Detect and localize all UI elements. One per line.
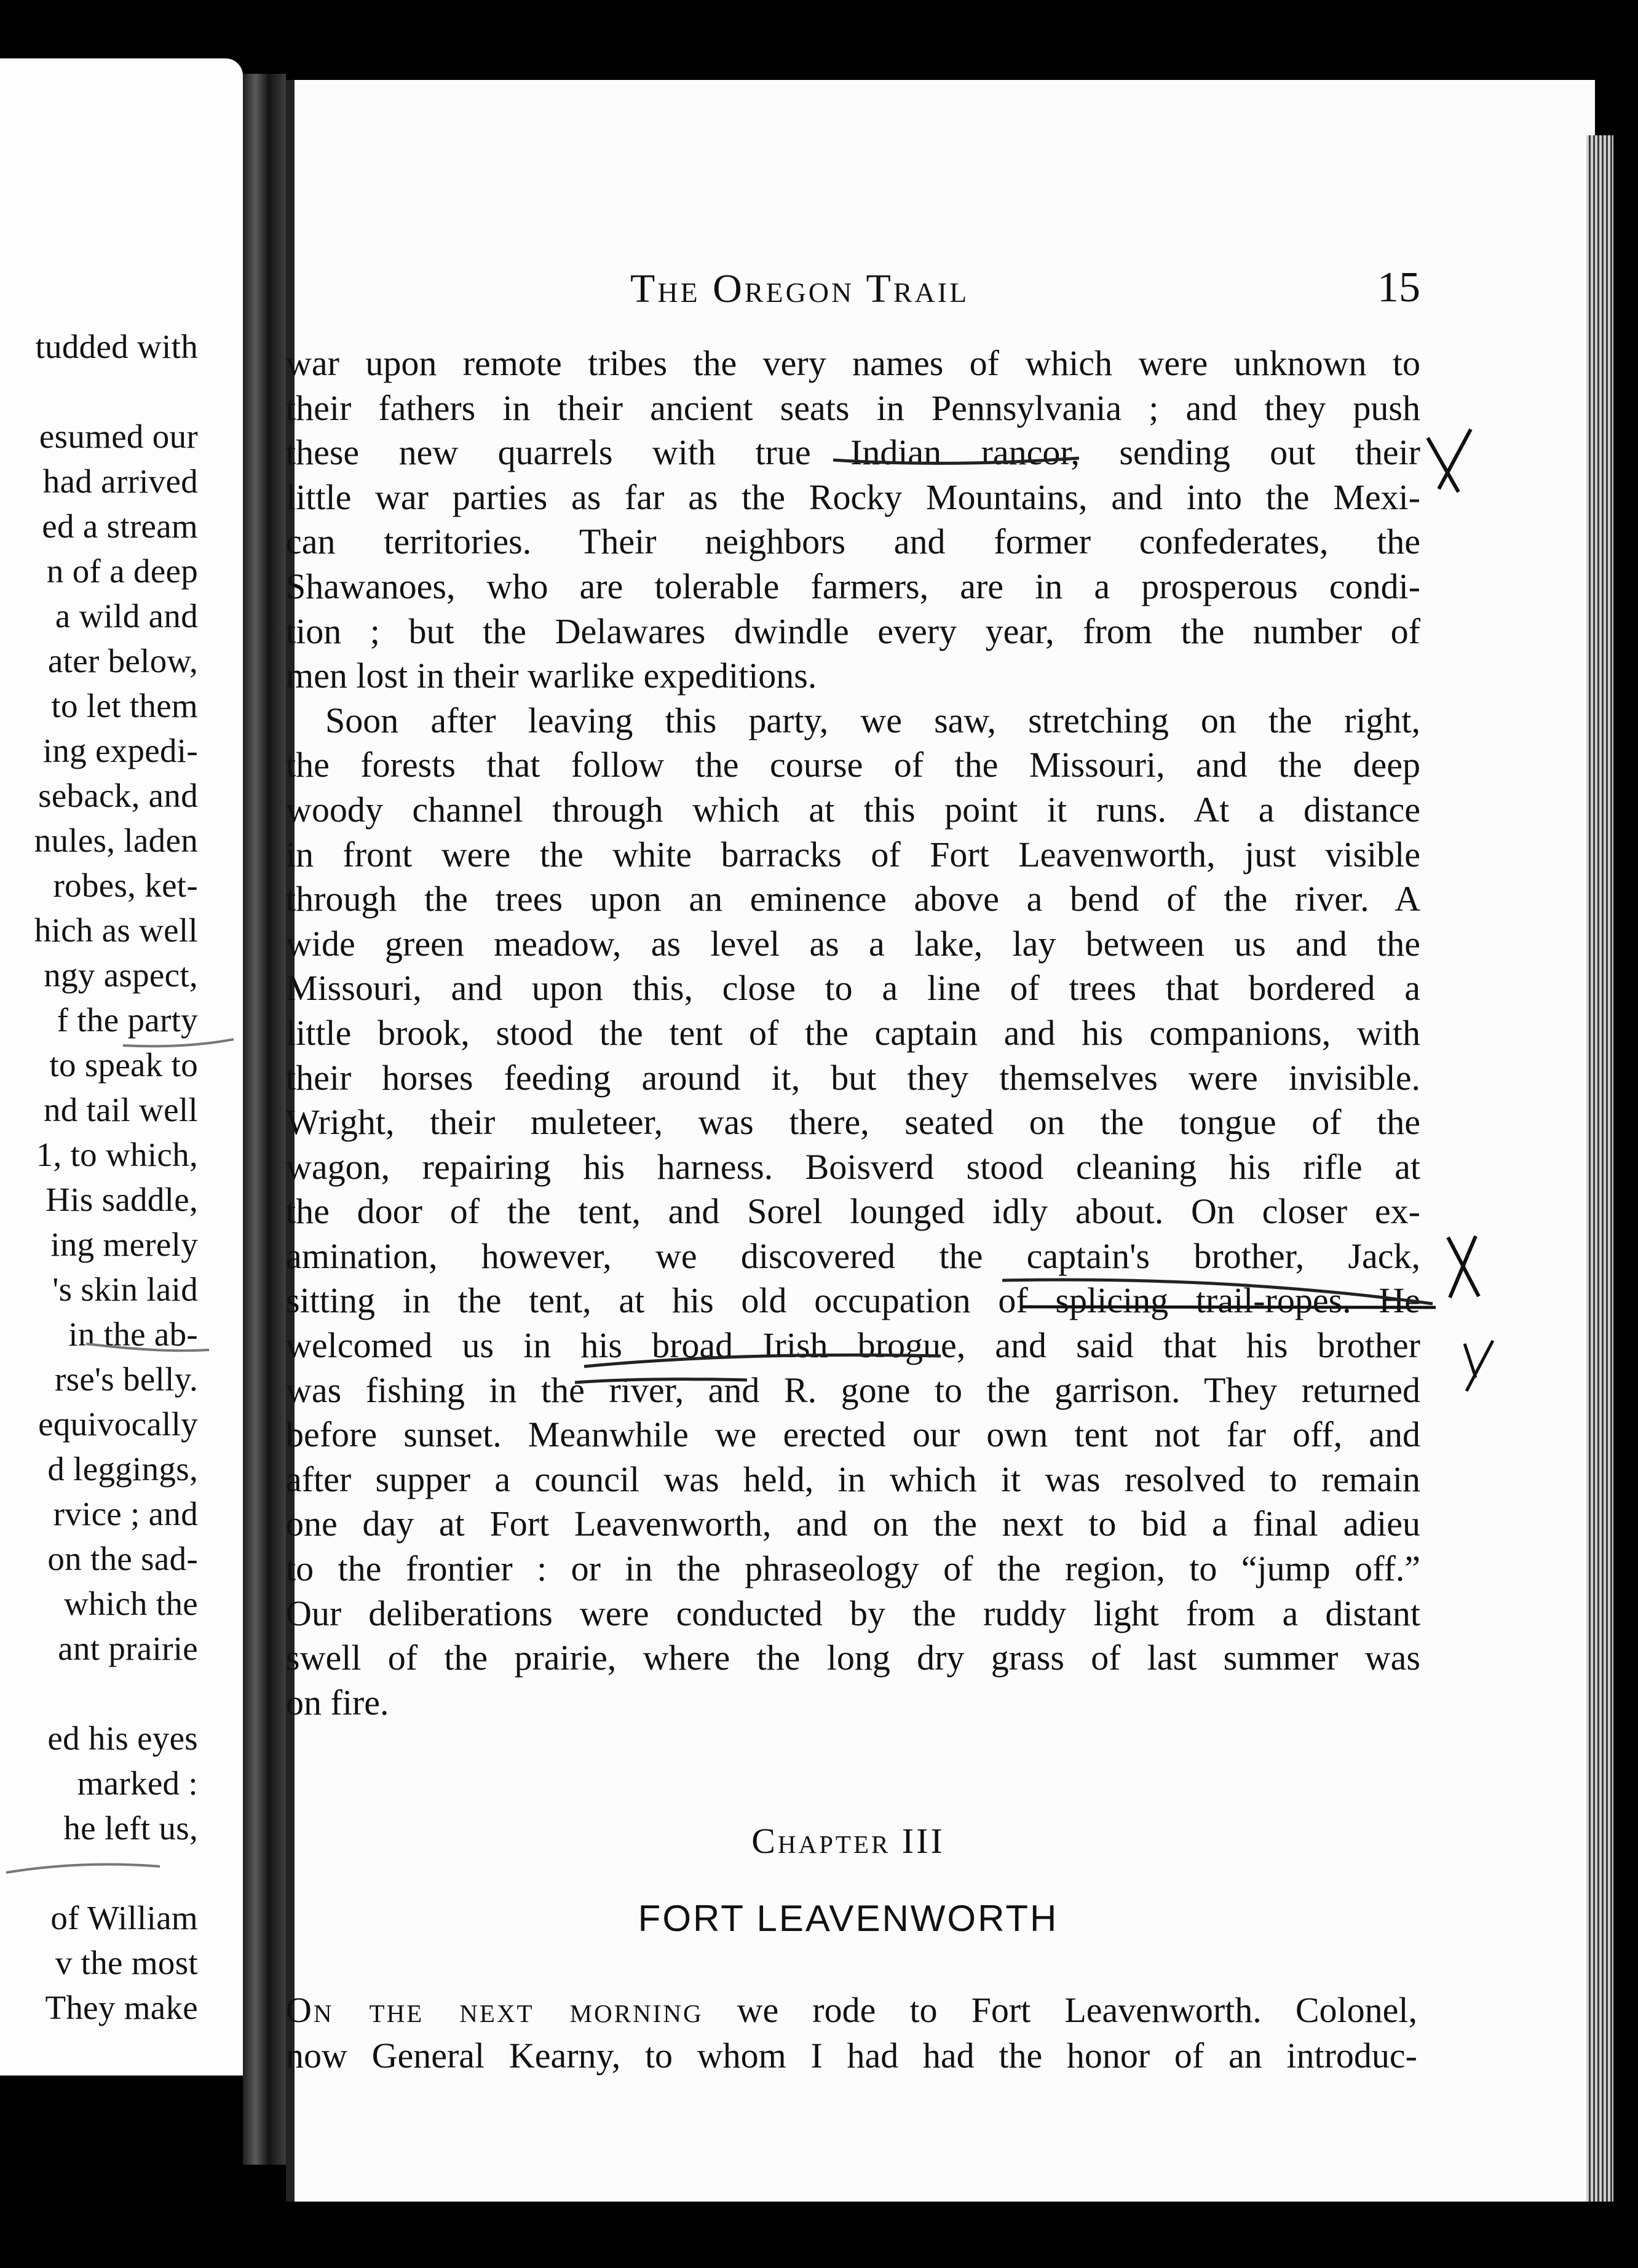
- body-line: their horses feeding around it, but they themselves were invisible.: [286, 1057, 1420, 1098]
- chapter-line-1-rest: we rode to Fort Leavenworth. Colonel,: [703, 1990, 1418, 2030]
- left-page-line: seback, and: [38, 777, 198, 814]
- chapter-line: now General Kearny, to whom I had had the honor of an introduc-: [286, 2036, 1417, 2076]
- left-page-line: nules, laden: [34, 822, 198, 859]
- left-page-text: [0, 324, 198, 2030]
- left-page-line: esumed our: [39, 418, 198, 455]
- body-line: wide green meadow, as level as a lake, lay between us and the: [286, 923, 1420, 964]
- body-line: one day at Fort Leavenworth, and on the next to bid a final adieu: [286, 1504, 1420, 1544]
- left-page-line: which the: [63, 1585, 198, 1622]
- body-line: little brook, stood the tent of the captain and his companions, with: [286, 1012, 1420, 1053]
- left-page-line: nd tail well: [43, 1091, 198, 1128]
- left-page-line: His saddle,: [46, 1181, 198, 1218]
- body-line: amination, however, we discovered the captain's brother, Jack,: [286, 1235, 1420, 1276]
- page-edges: [1586, 135, 1613, 2202]
- body-line: Our deliberations were conducted by the ruddy light from a distant: [286, 1593, 1420, 1633]
- left-page-line: he left us,: [63, 1809, 198, 1847]
- left-facing-page: [0, 58, 243, 2076]
- left-page-line: [0, 369, 198, 414]
- left-page-line: hich as well: [34, 911, 198, 949]
- body-line: welcomed us in his broad Irish brogue, and said that his brother: [286, 1325, 1420, 1366]
- left-page-line: of William: [50, 1899, 198, 1937]
- body-line: through the trees upon an eminence above a bend of the river. A: [286, 879, 1420, 919]
- body-line: can territories. Their neighbors and former confederates, the: [286, 521, 1420, 562]
- body-line: sitting in the tent, at his old occupation of splicing trail-ropes. He: [286, 1280, 1420, 1321]
- body-line: little war parties as far as the Rocky Mountains, and into the Mexi-: [286, 477, 1420, 517]
- body-line: was fishing in the river, and R. gone to the garrison. They returned: [286, 1370, 1420, 1410]
- left-page-line: on the sad-: [47, 1540, 198, 1577]
- chapter-line: [286, 1988, 1417, 2033]
- left-page-line: a wild and: [55, 597, 198, 635]
- left-page-line: n of a deep: [46, 552, 198, 590]
- body-line: men lost in their warlike expeditions.: [286, 656, 817, 696]
- left-page-line: They make: [45, 1989, 198, 2026]
- body-line: on fire.: [286, 1682, 389, 1723]
- body-line: after supper a council was held, in which it was resolved to remain: [286, 1459, 1420, 1499]
- left-page-line: d leggings,: [47, 1450, 198, 1488]
- left-page-line: equivocally: [38, 1405, 198, 1443]
- left-page-line: ed his eyes: [47, 1719, 198, 1757]
- left-page-line: ing merely: [50, 1226, 198, 1263]
- left-page-line: f the party: [57, 1001, 198, 1039]
- body-line: war upon remote tribes the very names of which were unknown to: [286, 343, 1420, 383]
- body-line: before sunset. Meanwhile we erected our own tent not far off, and: [286, 1414, 1420, 1455]
- left-page-line: ant prairie: [58, 1630, 198, 1667]
- body-line: these new quarrels with true Indian rancor, sending out their: [286, 432, 1420, 473]
- body-line: Shawanoes, who are tolerable farmers, are in a prosperous condi-: [286, 566, 1420, 606]
- left-page-line: rvice ; and: [53, 1495, 198, 1532]
- left-page-line: ed a stream: [42, 507, 198, 545]
- left-page-line: ngy aspect,: [44, 956, 198, 994]
- left-page-line: had arrived: [42, 462, 198, 500]
- chapter-number: Chapter III: [751, 1821, 945, 1861]
- page-number: 15: [1377, 264, 1420, 311]
- body-line: in front were the white barracks of Fort Leavenworth, just visible: [286, 834, 1420, 874]
- chapter-open-smallcaps: On the next morning: [286, 1990, 703, 2030]
- left-page-line: in the ab-: [68, 1315, 198, 1353]
- body-line: Wright, their muleteer, was there, seated on the tongue of the: [286, 1102, 1420, 1143]
- body-text: [286, 341, 1420, 1725]
- left-page-line: ater below,: [47, 642, 198, 680]
- left-page-line: v the most: [55, 1944, 198, 1981]
- left-page-line: ing expedi-: [42, 732, 198, 769]
- left-page-line: [0, 1671, 198, 1716]
- body-line: their fathers in their ancient seats in Pennsylvania ; and they push: [286, 387, 1420, 428]
- body-line: Soon after leaving this party, we saw, stretching on the right,: [325, 700, 1420, 740]
- left-page-line: rse's belly.: [55, 1360, 198, 1398]
- left-page-line: to speak to: [49, 1046, 198, 1084]
- body-line: swell of the prairie, where the long dry grass of last summer was: [286, 1638, 1420, 1678]
- body-line: tion ; but the Delawares dwindle every year, from the number of: [286, 611, 1420, 651]
- body-line: to the frontier : or in the phraseology of the region, to “jump off.”: [286, 1548, 1420, 1589]
- chapter-opening-text: [286, 1988, 1417, 2079]
- left-page-line: to let them: [51, 687, 198, 724]
- left-page-line: 1, to which,: [36, 1136, 198, 1173]
- left-page-line: robes, ket-: [53, 866, 198, 904]
- body-line: the door of the tent, and Sorel lounged idly about. On closer ex-: [286, 1191, 1420, 1232]
- chapter-title: FORT LEAVENWORTH: [638, 1898, 1059, 1939]
- body-line: Missouri, and upon this, close to a line of trees that bordered a: [286, 968, 1420, 1009]
- left-page-line: tudded with: [35, 328, 198, 365]
- body-line: the forests that follow the course of the Missouri, and the deep: [286, 745, 1420, 785]
- left-page-line: 's skin laid: [52, 1271, 198, 1308]
- body-line: wagon, repairing his harness. Boisverd stood cleaning his rifle at: [286, 1146, 1420, 1187]
- left-page-line: marked :: [77, 1764, 198, 1802]
- running-head: The Oregon Trail: [630, 266, 970, 311]
- body-line: woody channel through which at this point it runs. At a distance: [286, 789, 1420, 830]
